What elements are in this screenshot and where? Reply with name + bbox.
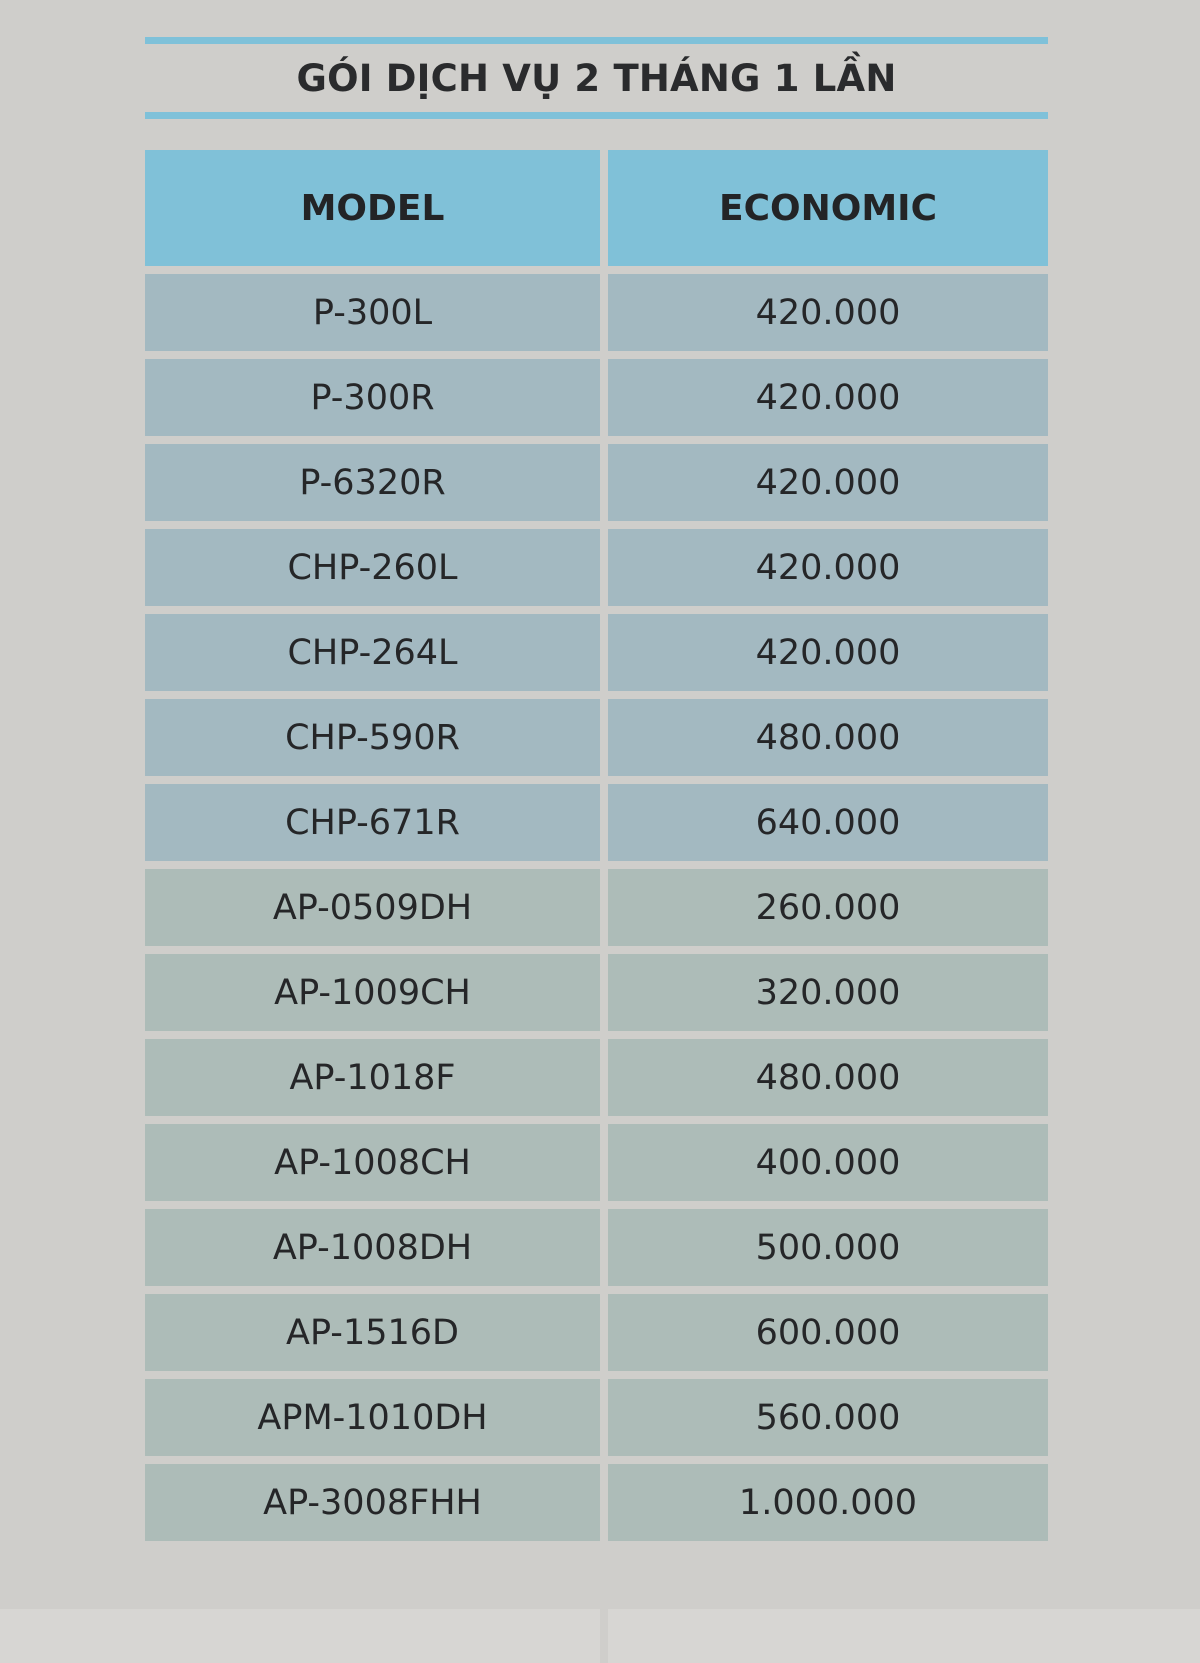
model-cell: AP-1009CH (145, 954, 600, 1031)
price-cell: 480.000 (608, 1039, 1048, 1116)
price-cell: 480.000 (608, 699, 1048, 776)
model-cell: P-6320R (145, 444, 600, 521)
model-cell: AP-1008DH (145, 1209, 600, 1286)
price-cell: 1.000.000 (608, 1464, 1048, 1541)
model-cell: APM-1010DH (145, 1379, 600, 1456)
model-cell: AP-1008CH (145, 1124, 600, 1201)
price-cell: 320.000 (608, 954, 1048, 1031)
model-cell: AP-0509DH (145, 869, 600, 946)
model-cell: CHP-590R (145, 699, 600, 776)
model-cell: CHP-260L (145, 529, 600, 606)
model-cell: CHP-671R (145, 784, 600, 861)
price-table (145, 150, 1048, 1549)
column-header-economic: ECONOMIC (608, 150, 1048, 266)
model-cell: P-300L (145, 274, 600, 351)
price-cell: 260.000 (608, 869, 1048, 946)
page-title: GÓI DỊCH VỤ 2 THÁNG 1 LẦN (296, 56, 897, 100)
model-cell: AP-1516D (145, 1294, 600, 1371)
model-cell: CHP-264L (145, 614, 600, 691)
price-cell: 420.000 (608, 614, 1048, 691)
price-cell: 400.000 (608, 1124, 1048, 1201)
price-cell: 420.000 (608, 274, 1048, 351)
price-cell: 560.000 (608, 1379, 1048, 1456)
model-cell: AP-1018F (145, 1039, 600, 1116)
price-cell: 420.000 (608, 529, 1048, 606)
footer-strip-right (608, 1609, 1200, 1663)
model-cell: P-300R (145, 359, 600, 436)
price-cell: 420.000 (608, 444, 1048, 521)
price-cell: 640.000 (608, 784, 1048, 861)
price-cell: 420.000 (608, 359, 1048, 436)
title-banner (145, 37, 1048, 119)
price-cell: 600.000 (608, 1294, 1048, 1371)
column-header-model: MODEL (145, 150, 600, 266)
price-cell: 500.000 (608, 1209, 1048, 1286)
model-cell: AP-3008FHH (145, 1464, 600, 1541)
footer-strip-left (0, 1609, 600, 1663)
